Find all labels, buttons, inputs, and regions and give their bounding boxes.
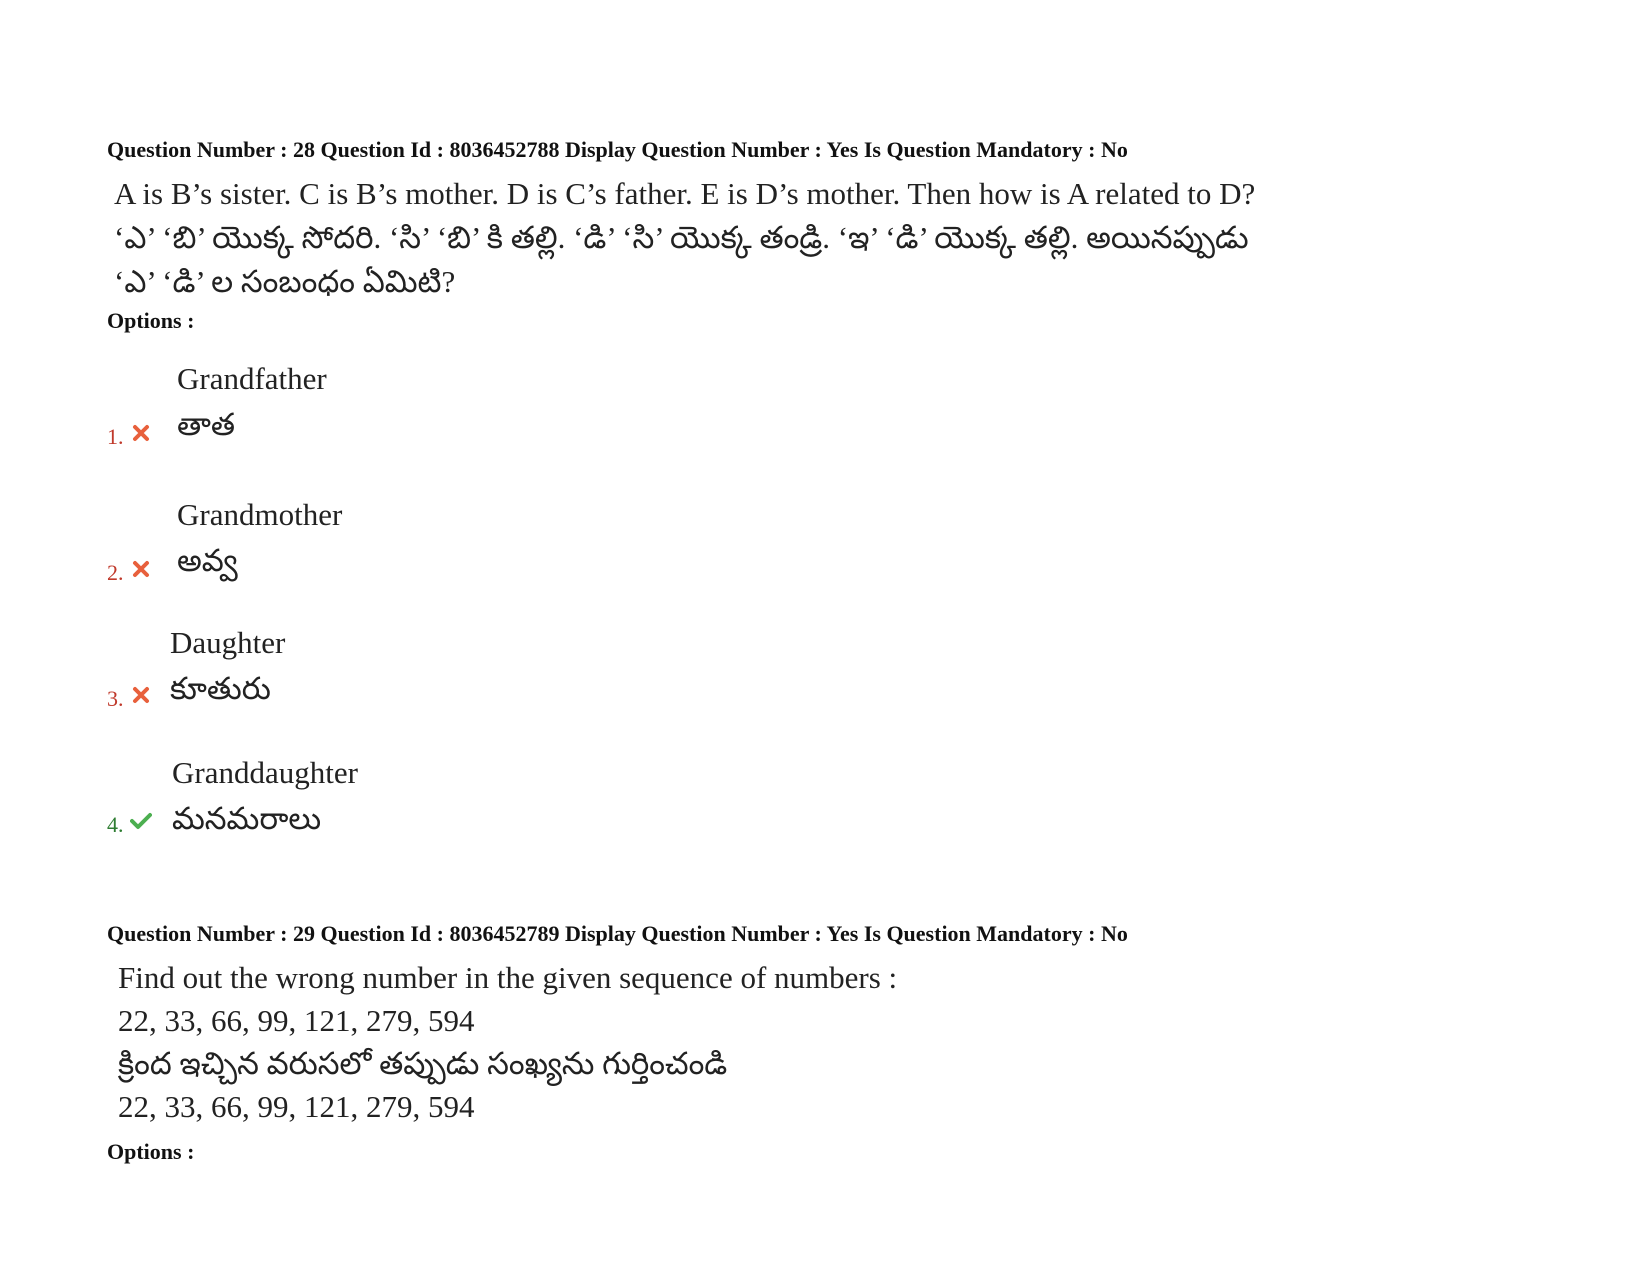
option-telugu: తాత	[177, 407, 236, 442]
option-english: Daughter	[170, 625, 286, 660]
option-number: 4.	[107, 812, 124, 837]
question-text	[114, 172, 1255, 304]
option-number: 3.	[107, 686, 124, 711]
question-text-line: 22, 33, 66, 99, 121, 279, 594	[118, 1003, 475, 1038]
options-label: Options :	[107, 308, 195, 333]
option-telugu: కూతురు	[170, 671, 271, 706]
option-telugu: అవ్వ	[177, 543, 238, 578]
option-english: Grandfather	[177, 361, 327, 396]
question-text-line: Find out the wrong number in the given sequence of numbers :	[118, 960, 898, 995]
cross-icon	[132, 686, 150, 704]
question-text-line: ‘ఎ’ ‘బి’ యొక్క సోదరి. ‘సి’ ‘బి’ కి తల్లి. ‘డి’ ‘సి’ యొక్క తండ్రి. ‘ఇ’ ‘డి’ యొక్క తల్లి. అయినప్పుడు	[114, 220, 1249, 255]
option-text[interactable]	[177, 356, 327, 448]
question-text-line: ‘ఎ’ ‘డి’ ల సంబంధం ఏమిటి?	[114, 264, 456, 299]
option-number: 1.	[107, 424, 124, 449]
question-header: Question Number : 29 Question Id : 8036452789 Display Question Number : Yes Is Question Mandatory : No	[107, 921, 1128, 946]
check-icon	[130, 812, 152, 830]
question-text-line: 22, 33, 66, 99, 121, 279, 594	[118, 1089, 475, 1124]
option-telugu: మనమరాలు	[172, 801, 322, 836]
cross-icon	[132, 560, 150, 578]
question-text-line: A is B’s sister. C is B’s mother. D is C’s father. E is D’s mother. Then how is A related to D?	[114, 176, 1256, 211]
option-english: Grandmother	[177, 497, 343, 532]
question-header: Question Number : 28 Question Id : 8036452788 Display Question Number : Yes Is Question Mandatory : No	[107, 137, 1128, 162]
cross-icon	[132, 424, 150, 442]
option-number: 2.	[107, 560, 124, 585]
question-text	[118, 956, 897, 1128]
option-text[interactable]	[177, 492, 342, 584]
options-label: Options :	[107, 1139, 195, 1164]
option-text[interactable]	[172, 750, 358, 842]
option-text[interactable]	[170, 620, 285, 712]
question-text-line: క్రింద ఇచ్చిన వరుసలో తప్పుడు సంఖ్యను గుర్తించండి	[118, 1046, 728, 1081]
option-english: Granddaughter	[172, 755, 358, 790]
